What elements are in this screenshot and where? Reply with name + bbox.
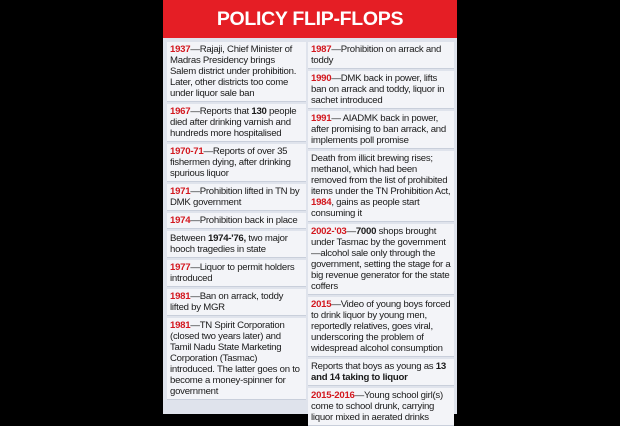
entry-text: shops brought under Tasmac by the government—alcohol sale only through the government, setting the stage for a big revenue generator for the state coffers — [311, 226, 451, 292]
timeline-entry — [167, 318, 306, 400]
entry-year: 2015 — [311, 299, 332, 310]
entry-year: 1987 — [311, 44, 332, 55]
entry-text: —Reports that — [190, 106, 252, 117]
entry-text: Reports that boys as young as — [311, 361, 436, 372]
entry-year: 1981 — [170, 291, 191, 302]
entry-text: two major hooch tragedies in state — [170, 233, 288, 255]
timeline-entry — [167, 184, 306, 211]
entry-highlight: 7000 — [355, 226, 377, 237]
timeline-left-column — [167, 42, 306, 400]
timeline-entry — [308, 224, 454, 295]
timeline-entry — [308, 42, 454, 69]
entry-text: — AIADMK back in power, after promising to ban arrack, and implements poll promise — [311, 113, 446, 146]
entry-text: Death from illicit brewing rises; methanol, which had been removed from the list of prohibited items under the TN Prohibition Act, — [311, 153, 451, 197]
timeline-entry — [167, 260, 306, 287]
entry-year: 1971 — [170, 186, 191, 197]
entry-year: 1967 — [170, 106, 191, 117]
entry-year: 1974 — [170, 215, 191, 226]
entry-text: —Young school girl(s) come to school drunk, carrying liquor mixed in aerated drinks — [311, 390, 443, 423]
entry-text: , gains as people start consuming it — [311, 197, 420, 219]
timeline-entry — [167, 213, 306, 229]
timeline-body — [163, 38, 457, 423]
entry-text: —TN Spirit Corporation (closed two years later) and Tamil Nadu State Marketing Corporation (Tasmac) introduced. The latter goes on to become a money-spinner for government — [170, 320, 300, 397]
entry-text: —Prohibition lifted in TN by DMK government — [170, 186, 300, 208]
timeline-entry — [308, 151, 454, 222]
entry-highlight: 13 and 14 taking to liquor — [311, 361, 446, 383]
timeline-entry — [167, 104, 306, 142]
entry-year: 1990 — [311, 73, 332, 84]
entry-text: —DMK back in power, lifts ban on arrack and toddy, liquor in sachet introduced — [311, 73, 445, 106]
entry-text: —Reports of over 35 fishermen dying, after drinking spurious liquor — [170, 146, 291, 179]
timeline-entry — [308, 111, 454, 149]
timeline-entry — [167, 42, 306, 102]
entry-text: —Prohibition on arrack and toddy — [311, 44, 442, 66]
entry-text: Between — [170, 233, 209, 244]
timeline-entry — [308, 388, 454, 426]
timeline-entry — [167, 289, 306, 316]
entry-text: people died after drinking varnish and hundreds more hospitalised — [170, 106, 297, 139]
timeline-right-column — [308, 42, 454, 426]
entry-text: —Prohibition back in place — [190, 215, 298, 226]
entry-text: —Video of young boys forced to drink liquor by young men, reportedly relatives, goes viral, underscoring the problem of widespread alcohol consumption — [311, 299, 451, 354]
timeline-entry — [167, 231, 306, 258]
policy-flip-flops-infographic — [163, 0, 457, 423]
entry-year: 1984 — [311, 197, 332, 208]
timeline-entry — [308, 71, 454, 109]
timeline-entry — [308, 297, 454, 357]
entry-text: —Ban on arrack, toddy lifted by MGR — [170, 291, 284, 313]
entry-year: 1981 — [170, 320, 191, 331]
timeline-entry — [308, 359, 454, 386]
entry-year: 2015-2016 — [311, 390, 355, 401]
entry-year: 2002-'03 — [311, 226, 347, 237]
page-title: POLICY FLIP-FLOPS — [163, 0, 457, 38]
entry-year: 1970-71 — [170, 146, 204, 157]
entry-year: 1977 — [170, 262, 191, 273]
entry-text: — — [346, 226, 356, 237]
entry-year: 1991 — [311, 113, 332, 124]
entry-highlight: 130 — [251, 106, 267, 117]
entry-text: —Rajaji, Chief Minister of Madras Presidency brings Salem district under prohibition. Later, other districts too come under liquor sale ban — [170, 44, 297, 99]
timeline-entry — [167, 144, 306, 182]
entry-text: —Liquor to permit holders introduced — [170, 262, 295, 284]
entry-highlight: 1974-'76, — [208, 233, 246, 244]
entry-year: 1937 — [170, 44, 191, 55]
